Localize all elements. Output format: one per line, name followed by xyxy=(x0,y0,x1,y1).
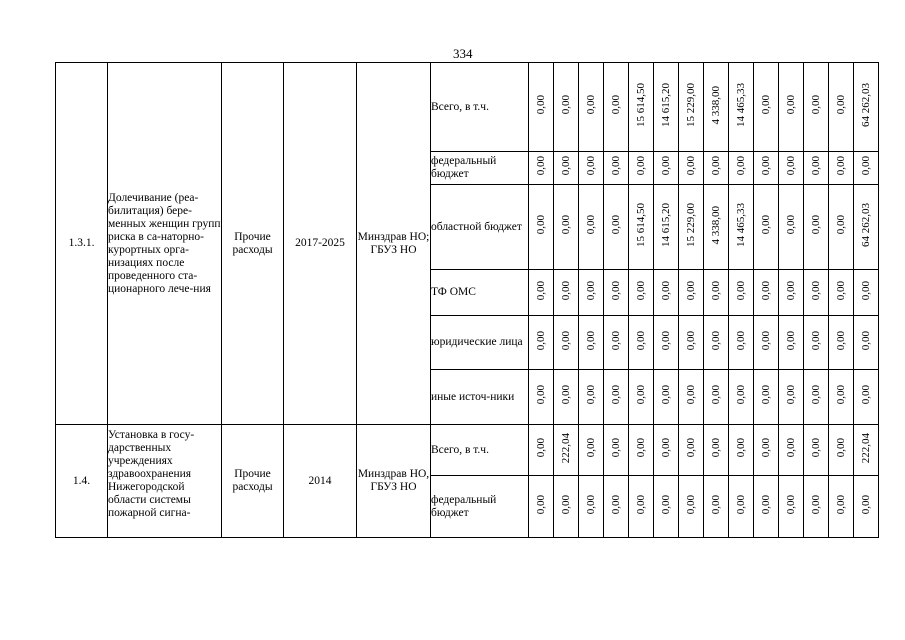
value-text: 4 338,00 xyxy=(709,205,722,245)
value-cell xyxy=(804,152,829,185)
row-description-text: Долечивание (реа-билитация) бере-менных женщин групп риска в са-наторно-курортных орга-низациях после проведенного ста-ционарного лече-ния xyxy=(108,191,221,295)
value-cell xyxy=(779,476,804,538)
value-cell xyxy=(754,185,779,270)
value-text: 64 262,03 xyxy=(859,203,872,247)
value-text: 0,00 xyxy=(859,385,872,405)
value-cell xyxy=(604,370,629,425)
value-cell xyxy=(579,270,604,316)
value-text: 0,00 xyxy=(534,438,547,458)
value-cell xyxy=(654,476,679,538)
value-cell xyxy=(579,316,604,370)
funding-source-regional: областной бюджет xyxy=(431,185,529,270)
value-text: 0,00 xyxy=(559,215,572,235)
value-text: 0,00 xyxy=(609,215,622,235)
value-text: 222,04 xyxy=(859,432,872,464)
value-text: 0,00 xyxy=(559,280,572,301)
value-text: 222,04 xyxy=(559,432,572,464)
value-cell xyxy=(729,476,754,538)
value-cell xyxy=(704,370,729,425)
value-cell xyxy=(729,316,754,370)
value-cell xyxy=(554,425,579,476)
value-cell xyxy=(529,370,554,425)
value-cell xyxy=(529,425,554,476)
value-cell xyxy=(704,316,729,370)
value-text: 0,00 xyxy=(809,330,822,351)
value-cell xyxy=(804,185,829,270)
value-text: 0,00 xyxy=(634,330,647,351)
value-cell xyxy=(729,152,754,185)
value-cell xyxy=(604,316,629,370)
value-cell xyxy=(554,152,579,185)
value-text: 0,00 xyxy=(784,330,797,351)
value-cell xyxy=(679,425,704,476)
value-cell xyxy=(754,476,779,538)
value-cell xyxy=(804,476,829,538)
value-text: 0,00 xyxy=(559,330,572,351)
value-cell xyxy=(829,63,854,152)
value-cell xyxy=(654,270,679,316)
value-cell xyxy=(804,370,829,425)
value-text: 0,00 xyxy=(784,95,797,115)
value-cell xyxy=(804,425,829,476)
value-text: 0,00 xyxy=(834,95,847,115)
value-cell xyxy=(554,476,579,538)
funding-source-total: Всего, в т.ч. xyxy=(431,63,529,152)
period xyxy=(284,425,357,538)
value-text: 0,00 xyxy=(759,156,772,176)
value-cell xyxy=(779,152,804,185)
value-text: 0,00 xyxy=(534,385,547,405)
value-cell xyxy=(579,185,604,270)
value-text: 0,00 xyxy=(709,330,722,351)
value-cell xyxy=(754,63,779,152)
value-cell xyxy=(529,185,554,270)
value-cell xyxy=(529,270,554,316)
value-cell xyxy=(779,63,804,152)
value-cell xyxy=(854,425,879,476)
value-text: 0,00 xyxy=(559,385,572,405)
value-text: 0,00 xyxy=(809,156,822,176)
value-cell xyxy=(629,425,654,476)
value-text: 0,00 xyxy=(834,494,847,515)
value-cell xyxy=(829,425,854,476)
value-text: 0,00 xyxy=(809,280,822,301)
value-text: 0,00 xyxy=(784,156,797,176)
value-cell xyxy=(729,63,754,152)
value-text: 0,00 xyxy=(659,156,672,176)
value-cell xyxy=(604,152,629,185)
value-cell xyxy=(629,185,654,270)
value-text: 0,00 xyxy=(734,494,747,515)
value-text: 0,00 xyxy=(634,438,647,458)
value-cell xyxy=(829,185,854,270)
funding-source-legal: юридические лица xyxy=(431,316,529,370)
value-text: 0,00 xyxy=(534,280,547,301)
value-text: 0,00 xyxy=(584,156,597,176)
value-cell xyxy=(854,270,879,316)
value-text: 0,00 xyxy=(784,215,797,235)
value-cell xyxy=(654,152,679,185)
funding-source-total: Всего, в т.ч. xyxy=(431,425,529,476)
value-cell xyxy=(554,270,579,316)
value-text: 0,00 xyxy=(859,156,872,176)
funding-source-federal: федеральный бюджет xyxy=(431,152,529,185)
row-number xyxy=(56,425,108,538)
value-text: 0,00 xyxy=(709,385,722,405)
page-number: 334 xyxy=(453,46,473,61)
expense-type xyxy=(222,425,284,538)
value-cell xyxy=(604,185,629,270)
executor xyxy=(357,425,431,538)
value-text: 0,00 xyxy=(759,95,772,115)
row-description xyxy=(108,63,222,425)
value-cell xyxy=(654,185,679,270)
value-cell xyxy=(529,63,554,152)
value-text: 0,00 xyxy=(659,438,672,458)
value-text: 0,00 xyxy=(609,494,622,515)
value-text: 0,00 xyxy=(534,330,547,351)
value-cell xyxy=(554,63,579,152)
value-text: 0,00 xyxy=(709,494,722,515)
value-text: 0,00 xyxy=(759,494,772,515)
value-cell xyxy=(579,152,604,185)
value-cell xyxy=(854,476,879,538)
value-cell xyxy=(529,152,554,185)
value-text: 0,00 xyxy=(859,280,872,301)
value-cell xyxy=(529,316,554,370)
value-text: 0,00 xyxy=(634,280,647,301)
value-text: 0,00 xyxy=(834,330,847,351)
value-text: 0,00 xyxy=(709,438,722,458)
value-cell xyxy=(779,425,804,476)
value-cell xyxy=(554,316,579,370)
value-text: 0,00 xyxy=(584,95,597,115)
value-text: 0,00 xyxy=(709,156,722,176)
value-cell xyxy=(754,316,779,370)
value-text: 0,00 xyxy=(834,215,847,235)
value-cell xyxy=(654,370,679,425)
value-text: 15 614,50 xyxy=(634,83,647,127)
budget-table xyxy=(55,62,879,538)
table-row xyxy=(56,63,879,152)
value-text: 14 465,33 xyxy=(734,83,747,127)
value-text: 0,00 xyxy=(584,438,597,458)
value-text: 0,00 xyxy=(634,156,647,176)
table-row xyxy=(56,425,879,476)
value-cell xyxy=(729,370,754,425)
value-text: 0,00 xyxy=(784,280,797,301)
value-text: 0,00 xyxy=(609,438,622,458)
value-cell xyxy=(629,370,654,425)
value-text: 0,00 xyxy=(759,330,772,351)
period-text: 2014 xyxy=(308,474,332,487)
row-description-text: Установка в госу-дарственных учреждениях здравоохранения Нижегородской области системы пожарной сигна- xyxy=(108,429,195,519)
value-cell xyxy=(554,185,579,270)
value-cell xyxy=(629,316,654,370)
value-text: 0,00 xyxy=(859,494,872,515)
value-text: 0,00 xyxy=(634,385,647,405)
value-text: 0,00 xyxy=(584,330,597,351)
value-text: 0,00 xyxy=(784,494,797,515)
value-cell xyxy=(704,270,729,316)
row-number-text: 1.3.1. xyxy=(68,237,95,249)
value-cell xyxy=(629,63,654,152)
value-text: 0,00 xyxy=(534,215,547,235)
value-cell xyxy=(754,270,779,316)
value-text: 0,00 xyxy=(759,385,772,405)
value-cell xyxy=(629,476,654,538)
value-text: 0,00 xyxy=(684,156,697,176)
value-cell xyxy=(604,425,629,476)
value-cell xyxy=(679,476,704,538)
value-cell xyxy=(804,316,829,370)
value-text: 0,00 xyxy=(534,494,547,515)
value-text: 0,00 xyxy=(734,280,747,301)
value-cell xyxy=(779,370,804,425)
value-cell xyxy=(679,316,704,370)
value-text: 0,00 xyxy=(734,385,747,405)
value-cell xyxy=(754,370,779,425)
value-text: 0,00 xyxy=(809,95,822,115)
value-cell xyxy=(679,63,704,152)
value-cell xyxy=(704,185,729,270)
value-text: 0,00 xyxy=(809,494,822,515)
value-text: 0,00 xyxy=(834,438,847,458)
funding-source-federal: федеральный бюджет xyxy=(431,476,529,538)
value-text: 15 229,00 xyxy=(684,83,697,127)
value-cell xyxy=(829,476,854,538)
value-text: 0,00 xyxy=(534,95,547,115)
value-text: 0,00 xyxy=(709,280,722,301)
value-cell xyxy=(704,63,729,152)
value-text: 15 614,50 xyxy=(634,203,647,247)
funding-source-other: иные источ-ники xyxy=(431,370,529,425)
value-cell xyxy=(579,370,604,425)
value-text: 0,00 xyxy=(584,494,597,515)
value-cell xyxy=(729,425,754,476)
value-text: 0,00 xyxy=(759,438,772,458)
value-text: 0,00 xyxy=(834,156,847,176)
value-text: 0,00 xyxy=(584,280,597,301)
expense-type-text: Прочие расходы xyxy=(232,468,273,493)
expense-type-text: Прочие расходы xyxy=(232,230,273,256)
value-text: 0,00 xyxy=(559,95,572,115)
value-cell xyxy=(629,152,654,185)
value-cell xyxy=(854,370,879,425)
period xyxy=(284,63,357,425)
value-cell xyxy=(754,425,779,476)
value-text: 4 338,00 xyxy=(709,85,722,125)
row-number-text: 1.4. xyxy=(72,474,91,487)
value-cell xyxy=(679,270,704,316)
executor-text: Минздрав НО; ГБУЗ НО xyxy=(357,230,430,256)
value-cell xyxy=(854,185,879,270)
value-text: 0,00 xyxy=(659,385,672,405)
expense-type xyxy=(222,63,284,425)
value-text: 64 262,03 xyxy=(859,83,872,127)
row-number xyxy=(56,63,108,425)
value-text: 0,00 xyxy=(684,385,697,405)
value-cell xyxy=(654,63,679,152)
value-cell xyxy=(679,185,704,270)
value-cell xyxy=(754,152,779,185)
value-cell xyxy=(604,270,629,316)
value-text: 0,00 xyxy=(784,385,797,405)
value-text: 0,00 xyxy=(684,280,697,301)
value-cell xyxy=(654,425,679,476)
value-cell xyxy=(854,152,879,185)
value-text: 0,00 xyxy=(534,156,547,176)
value-cell xyxy=(729,185,754,270)
value-text: 0,00 xyxy=(609,156,622,176)
value-text: 0,00 xyxy=(609,95,622,115)
value-cell xyxy=(729,270,754,316)
period-text: 2017-2025 xyxy=(295,237,345,249)
value-text: 0,00 xyxy=(559,156,572,176)
value-cell xyxy=(704,152,729,185)
value-text: 0,00 xyxy=(684,438,697,458)
value-text: 0,00 xyxy=(659,280,672,301)
value-text: 0,00 xyxy=(684,330,697,351)
value-text: 0,00 xyxy=(634,494,647,515)
value-text: 0,00 xyxy=(834,280,847,301)
value-cell xyxy=(579,476,604,538)
value-cell xyxy=(579,425,604,476)
value-cell xyxy=(854,316,879,370)
value-cell xyxy=(604,476,629,538)
executor xyxy=(357,63,431,425)
value-text: 0,00 xyxy=(609,330,622,351)
value-cell xyxy=(629,270,654,316)
funding-source-tfoms: ТФ ОМС xyxy=(431,270,529,316)
value-text: 0,00 xyxy=(584,385,597,405)
value-cell xyxy=(804,270,829,316)
value-cell xyxy=(779,270,804,316)
value-cell xyxy=(704,476,729,538)
value-cell xyxy=(829,370,854,425)
value-text: 0,00 xyxy=(734,156,747,176)
value-text: 0,00 xyxy=(809,438,822,458)
value-text: 0,00 xyxy=(759,215,772,235)
value-text: 0,00 xyxy=(609,280,622,301)
executor-text: Минздрав НО, ГБУЗ НО xyxy=(357,468,430,493)
value-text: 0,00 xyxy=(659,330,672,351)
value-cell xyxy=(779,185,804,270)
value-cell xyxy=(704,425,729,476)
value-text: 0,00 xyxy=(784,438,797,458)
value-text: 0,00 xyxy=(559,494,572,515)
value-cell xyxy=(804,63,829,152)
value-text: 15 229,00 xyxy=(684,203,697,247)
value-cell xyxy=(654,316,679,370)
value-text: 14 615,20 xyxy=(659,203,672,247)
value-text: 0,00 xyxy=(609,385,622,405)
row-description xyxy=(108,425,222,538)
value-cell xyxy=(529,476,554,538)
value-text: 0,00 xyxy=(659,494,672,515)
value-text: 0,00 xyxy=(809,215,822,235)
value-cell xyxy=(829,270,854,316)
value-cell xyxy=(779,316,804,370)
value-cell xyxy=(604,63,629,152)
value-text: 0,00 xyxy=(759,280,772,301)
value-cell xyxy=(829,152,854,185)
value-text: 0,00 xyxy=(584,215,597,235)
value-cell xyxy=(679,152,704,185)
value-cell xyxy=(854,63,879,152)
value-text: 14 615,20 xyxy=(659,83,672,127)
value-text: 0,00 xyxy=(809,385,822,405)
value-text: 0,00 xyxy=(684,494,697,515)
value-text: 14 465,33 xyxy=(734,203,747,247)
value-text: 0,00 xyxy=(834,385,847,405)
value-text: 0,00 xyxy=(734,330,747,351)
value-cell xyxy=(829,316,854,370)
value-cell xyxy=(554,370,579,425)
value-text: 0,00 xyxy=(734,438,747,458)
value-text: 0,00 xyxy=(859,330,872,351)
value-cell xyxy=(579,63,604,152)
value-cell xyxy=(679,370,704,425)
